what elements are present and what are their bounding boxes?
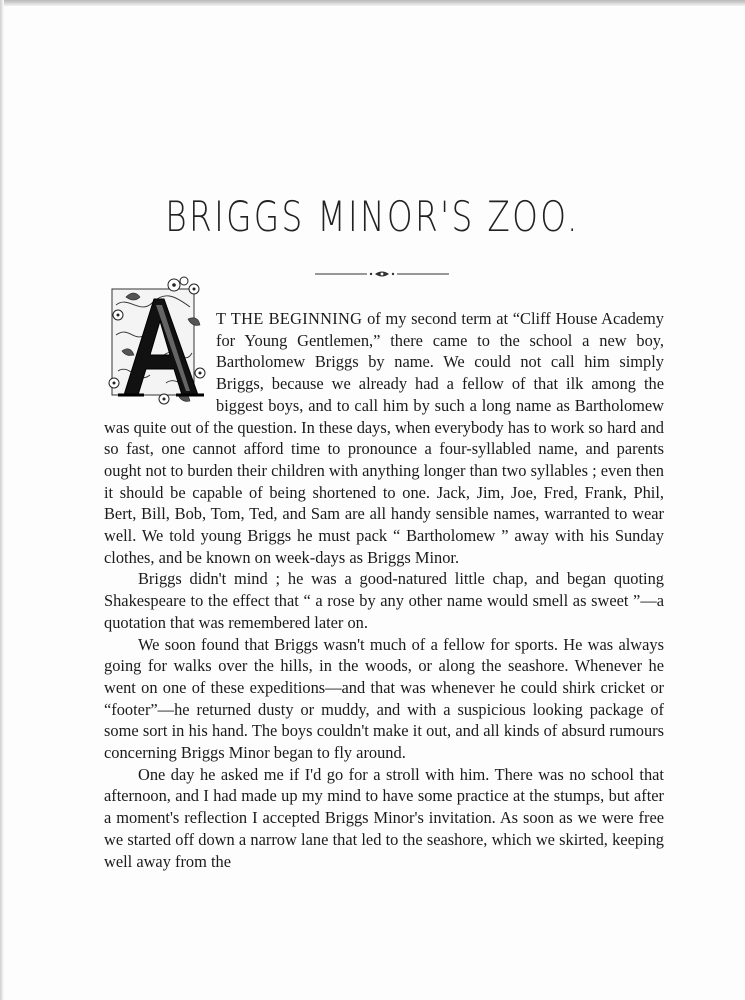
body-text xyxy=(104,308,664,872)
paragraph-1-text: of my second term at “Cliff House Academy for Young Gentlemen,” there came to the school a new boy, Bartholomew Briggs by name. We could not call him simply Briggs, because we already had a fellow of that ilk among the biggest boys, and to call him by such a long name as Bartholomew was quite out of the question. In these days, when everybody has to work so hard and so fast, one cannot afford time to pronounce a four-syllabled name, and parents ought not to burden their children with anything longer than two syllables ; even then it should be capable of being shortened to one. Jack, Jim, Joe, Fred, Frank, Phil, Bert, Bill, Bob, Tom, Ted, and Sam are all handy sensible names, warranted to wear well. We told young Briggs he must pack “ Bartholomew ” away with his Sunday clothes, and be known on week-days as Briggs Minor. xyxy=(104,309,664,567)
page-top-edge xyxy=(0,0,745,6)
page-left-edge xyxy=(0,0,4,1000)
paragraph-2: Briggs didn't mind ; he was a good-natured little chap, and began quoting Shakespeare to the effect that “ a rose by any other name would smell as sweet ”—a quotation that was remembered later on. xyxy=(104,569,664,632)
title-ornament-divider xyxy=(315,268,449,280)
paragraph-1 xyxy=(104,308,664,568)
paragraph-4: One day he asked me if I'd go for a stroll with him. There was no school that afternoon, and I had made up my mind to have some practice at the stumps, but after a moment's reflection I accepted Briggs Minor's invitation. As soon as we were free we started off down a narrow lane that led to the seashore, which we skirted, keeping well away from the xyxy=(104,764,664,871)
drop-cap-letter: A xyxy=(158,345,159,346)
lead-words: T THE BEGINNING xyxy=(216,309,363,328)
drop-cap-space xyxy=(104,308,216,416)
paragraph-3: We soon found that Briggs wasn't much of a fellow for sports. He was always going for walks over the hills, in the woods, or along the seashore. Whenever he went on one of these expeditions—and that was whenever he could shirk cricket or “footer”—he returned dusty or muddy, and with a suspicious looking package of some sort in his hand. The boys couldn't make it out, and all kinds of absurd rumours concerning Briggs Minor began to fly around. xyxy=(104,634,664,763)
chapter-title: BRIGGS MINOR'S ZOO. xyxy=(165,192,580,241)
